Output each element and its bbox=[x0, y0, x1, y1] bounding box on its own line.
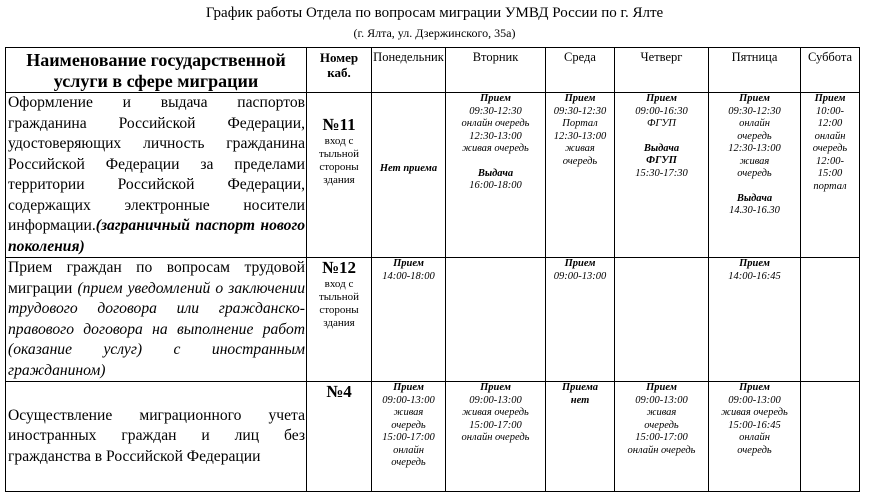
schedule-label: Прием bbox=[564, 93, 596, 104]
schedule-line: живая bbox=[739, 155, 770, 167]
wednesday-cell bbox=[546, 382, 615, 492]
schedule-line: 12:00- bbox=[816, 155, 844, 167]
schedule-line: 15:30-17:30 bbox=[635, 167, 688, 179]
service-note: (заграничный паспорт нового поколения) bbox=[8, 217, 305, 255]
thursday-cell bbox=[615, 382, 709, 492]
schedule-line: онлайн bbox=[814, 130, 846, 142]
table-row bbox=[6, 258, 860, 382]
saturday-cell bbox=[801, 93, 860, 258]
tuesday-cell bbox=[446, 93, 546, 258]
wednesday-cell bbox=[546, 93, 615, 258]
schedule-line: 12:30-13:00 bbox=[469, 130, 522, 142]
schedule-line: 12:30-13:00 bbox=[553, 130, 607, 142]
schedule-line: живая bbox=[393, 407, 424, 418]
schedule-line: 15:00 bbox=[817, 168, 843, 179]
schedule-line: 15:00-16:45 bbox=[728, 419, 781, 431]
schedule-line: онлайн очередь bbox=[627, 444, 696, 456]
room-description: вход с тыльной стороны здания bbox=[319, 278, 359, 329]
tuesday-cell bbox=[446, 258, 546, 382]
thursday-cell bbox=[615, 258, 709, 382]
schedule-line: 12:30-13:00 bbox=[728, 143, 781, 154]
schedule-line: онлайн bbox=[739, 432, 770, 443]
service-note: (прием уведомлений о заключении трудового договора или гражданско-правового договора на выполнение работ (оказание услуг) с иностранным гражданином) bbox=[8, 279, 305, 379]
schedule-line: 10:00- bbox=[816, 105, 844, 117]
table-row bbox=[6, 93, 860, 258]
schedule-line: онлайн bbox=[739, 118, 770, 129]
spacer bbox=[709, 181, 800, 193]
schedule-line: 09:00-13:00 bbox=[635, 394, 688, 406]
schedule-line: очередь bbox=[737, 168, 772, 179]
thursday-cell bbox=[615, 93, 709, 258]
schedule-line: живая bbox=[646, 407, 677, 418]
schedule-line: живая bbox=[565, 143, 595, 154]
schedule-label: Прием bbox=[480, 93, 511, 104]
schedule-label: Прием bbox=[739, 382, 770, 393]
header-row bbox=[6, 48, 860, 93]
col-header-service: Наименование государственной услуги в сфере миграции bbox=[6, 48, 307, 93]
schedule-line: очередь bbox=[391, 419, 426, 431]
friday-cell bbox=[709, 382, 801, 492]
schedule-line: 14.30-16.30 bbox=[729, 205, 780, 216]
wednesday-cell bbox=[546, 258, 615, 382]
schedule-label: Нет приема bbox=[379, 162, 438, 174]
schedule-label: Прием bbox=[646, 93, 677, 104]
schedule-line: 15:00-17:00 bbox=[382, 432, 435, 443]
schedule-label: Прием bbox=[814, 93, 846, 104]
monday-cell bbox=[372, 258, 446, 382]
schedule-line: 09:00-13:00 bbox=[553, 270, 607, 282]
schedule-line: онлайн очередь bbox=[461, 118, 530, 129]
tuesday-cell bbox=[446, 382, 546, 492]
schedule-line: 09:30-12:30 bbox=[553, 105, 607, 117]
saturday-cell bbox=[801, 258, 860, 382]
schedule-line: портал bbox=[813, 180, 847, 192]
schedule-line: очередь bbox=[812, 143, 848, 154]
room-description: вход с тыльной стороны здания bbox=[319, 135, 359, 186]
room-number: №11 bbox=[322, 115, 356, 134]
schedule-line: 15:00-17:00 bbox=[635, 432, 688, 443]
schedule-label: Прием bbox=[739, 258, 770, 269]
schedule-line: 14:00-18:00 bbox=[382, 270, 435, 282]
schedule-line: 16:00-18:00 bbox=[469, 180, 522, 191]
schedule-line: ФГУП bbox=[646, 118, 677, 129]
schedule-label: Выдача bbox=[643, 142, 680, 154]
room-cell bbox=[307, 382, 372, 492]
schedule-line: очередь bbox=[562, 155, 598, 167]
col-header-monday: Понедельник bbox=[372, 48, 446, 93]
schedule-label: Приема bbox=[561, 382, 599, 393]
schedule-label: нет bbox=[570, 394, 590, 406]
schedule-line: живая очередь bbox=[721, 407, 788, 418]
friday-cell bbox=[709, 93, 801, 258]
schedule-line: 09:00-13:00 bbox=[469, 394, 522, 406]
service-text: Осуществление миграционного учета иностранных граждан и лиц без гражданства в Российской Федерации bbox=[8, 406, 305, 465]
friday-cell bbox=[709, 258, 801, 382]
schedule-label: Прием bbox=[393, 382, 424, 393]
schedule-line: 09:30-12:30 bbox=[728, 105, 781, 117]
schedule-line: Портал bbox=[562, 118, 598, 129]
schedule-label: ФГУП bbox=[646, 155, 677, 166]
schedule-line: живая очередь bbox=[462, 407, 529, 418]
col-header-room: Номер каб. bbox=[307, 48, 372, 93]
schedule-label: Прием bbox=[739, 93, 770, 104]
service-cell bbox=[6, 258, 307, 382]
schedule-line: 12:00 bbox=[817, 118, 843, 129]
schedule-label: Прием bbox=[393, 258, 424, 269]
service-text: Оформление и выдача паспортов гражданина Российской Федерации, удостоверяющих личность гражданина Российской Федерации за пределами территории Российской Федерации, содержащих электронные носители информации. bbox=[8, 94, 305, 234]
schedule-line: очередь bbox=[737, 130, 772, 142]
schedule-line: онлайн bbox=[393, 444, 424, 456]
col-header-tuesday: Вторник bbox=[446, 48, 546, 93]
col-header-friday: Пятница bbox=[709, 48, 801, 93]
schedule-table bbox=[5, 47, 860, 492]
schedule-line: 09:30-12:30 bbox=[469, 105, 522, 117]
schedule-label: Выдача bbox=[477, 167, 514, 179]
schedule-line: очередь bbox=[737, 444, 772, 456]
schedule-line: онлайн очередь bbox=[461, 432, 530, 443]
saturday-cell bbox=[801, 382, 860, 492]
room-cell bbox=[307, 93, 372, 258]
col-header-thursday: Четверг bbox=[615, 48, 709, 93]
page-title: График работы Отдела по вопросам миграции УМВД России по г. Ялте bbox=[205, 5, 664, 21]
schedule-line: живая очередь bbox=[462, 143, 529, 154]
schedule-line: 09:00-16:30 bbox=[635, 105, 688, 117]
schedule-label: Прием bbox=[564, 258, 596, 269]
table-row bbox=[6, 382, 860, 492]
service-cell bbox=[6, 93, 307, 258]
schedule-label: Прием bbox=[646, 382, 677, 393]
schedule-line: 09:00-13:00 bbox=[728, 394, 781, 406]
monday-cell bbox=[372, 93, 446, 258]
room-cell bbox=[307, 258, 372, 382]
room-number: №12 bbox=[321, 258, 357, 277]
schedule-label: Выдача bbox=[736, 192, 773, 204]
spacer bbox=[615, 131, 708, 143]
service-cell bbox=[6, 382, 307, 492]
spacer bbox=[446, 156, 545, 168]
col-header-wednesday: Среда bbox=[546, 48, 615, 93]
schedule-line: 15:00-17:00 bbox=[469, 419, 522, 431]
schedule-line: очередь bbox=[644, 419, 679, 431]
service-text: Прием граждан по вопросам трудовой миграции bbox=[8, 259, 305, 297]
col-header-saturday: Суббота bbox=[801, 48, 860, 93]
schedule-line: 09:00-13:00 bbox=[382, 394, 435, 406]
address-subtitle: (г. Ялта, ул. Дзержинского, 35а) bbox=[353, 26, 516, 40]
schedule-line: очередь bbox=[391, 457, 426, 468]
room-number: №4 bbox=[326, 382, 352, 401]
schedule-line: 14:00-16:45 bbox=[728, 270, 781, 282]
schedule-label: Прием bbox=[480, 382, 511, 393]
monday-cell bbox=[372, 382, 446, 492]
